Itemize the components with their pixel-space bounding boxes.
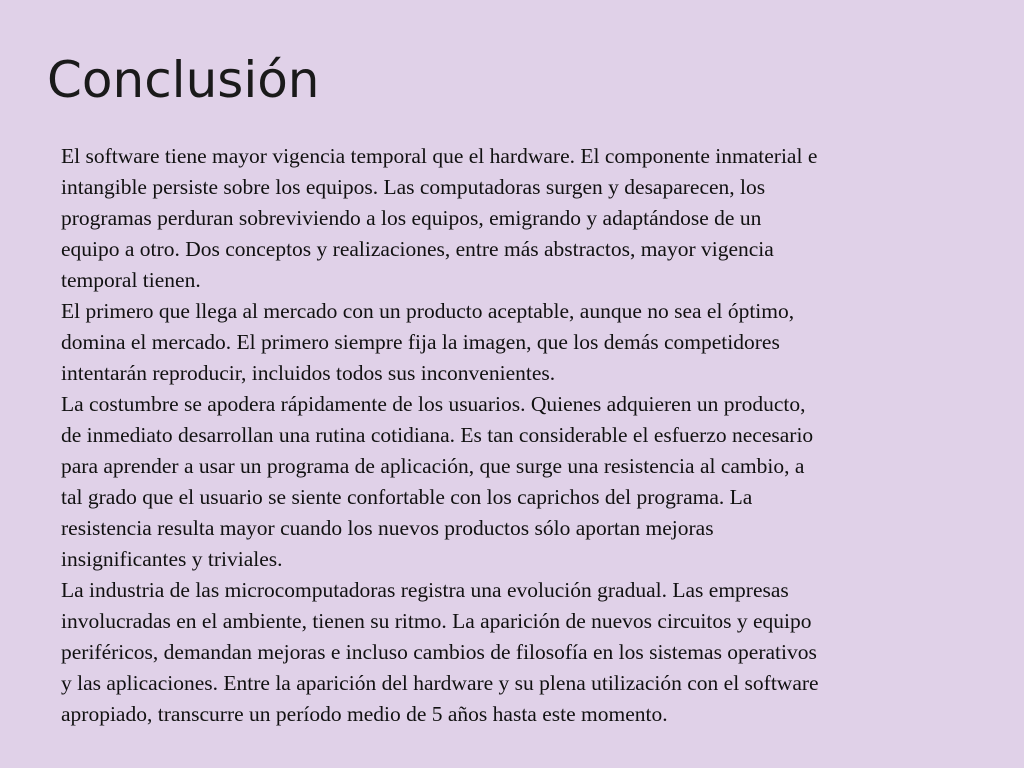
text-line: La industria de las microcomputadoras registra una evolución gradual. Las empresas [61, 578, 789, 602]
text-line: programas perduran sobreviviendo a los equipos, emigrando y adaptándose de un [61, 206, 762, 230]
text-line: tal grado que el usuario se siente confortable con los caprichos del programa. La [61, 485, 753, 509]
text-line: La costumbre se apodera rápidamente de los usuarios. Quienes adquieren un producto, [61, 392, 806, 416]
text-line: apropiado, transcurre un período medio de 5 años hasta este momento. [61, 702, 668, 726]
slide-body [61, 141, 981, 730]
text-line: de inmediato desarrollan una rutina cotidiana. Es tan considerable el esfuerzo necesario [61, 423, 814, 447]
text-line: y las aplicaciones. Entre la aparición del hardware y su plena utilización con el software [61, 671, 819, 695]
text-line: para aprender a usar un programa de aplicación, que surge una resistencia al cambio, a [61, 454, 805, 478]
text-line: intangible persiste sobre los equipos. Las computadoras surgen y desaparecen, los [61, 175, 766, 199]
text-line: temporal tienen. [61, 268, 201, 292]
text-line: domina el mercado. El primero siempre fija la imagen, que los demás competidores [61, 330, 780, 354]
text-line: El primero que llega al mercado con un producto aceptable, aunque no sea el óptimo, [61, 299, 795, 323]
text-line: equipo a otro. Dos conceptos y realizaciones, entre más abstractos, mayor vigencia [61, 237, 774, 261]
text-line: resistencia resulta mayor cuando los nuevos productos sólo aportan mejoras [61, 516, 714, 540]
text-line: involucradas en el ambiente, tienen su ritmo. La aparición de nuevos circuitos y equipo [61, 609, 812, 633]
text-line: periféricos, demandan mejoras e incluso cambios de filosofía en los sistemas operativos [61, 640, 817, 664]
slide-title: Conclusión [47, 51, 320, 109]
text-line: intentarán reproducir, incluidos todos sus inconvenientes. [61, 361, 556, 385]
text-line: insignificantes y triviales. [61, 547, 283, 571]
text-line: El software tiene mayor vigencia temporal que el hardware. El componente inmaterial e [61, 144, 818, 168]
